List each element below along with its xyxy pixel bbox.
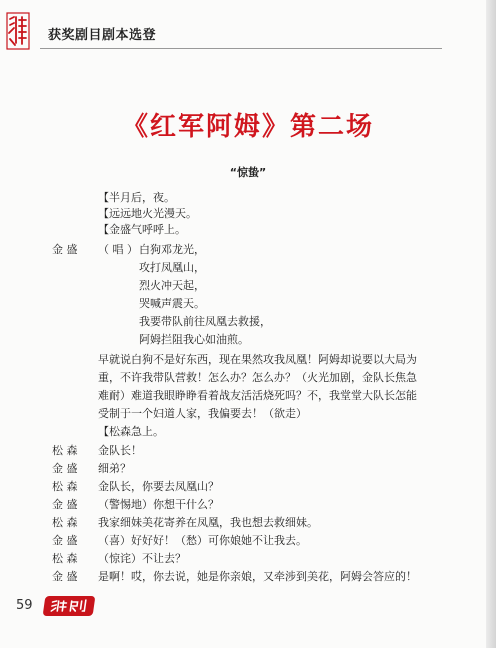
- footer-logo: [43, 596, 96, 616]
- speaker-name: 松 森: [52, 480, 78, 493]
- page-spine-shadow: [486, 0, 496, 648]
- monologue-line: 受制于一个妇道人家，我偏要去！（欲走）: [98, 407, 307, 420]
- monologue-line: 重，不许我带队营救！怎么办？怎么办？（火光加剧，金队长焦急: [98, 371, 417, 384]
- song-line: 白狗邓龙光，: [139, 243, 205, 256]
- dialogue-line: （喜）好好好！（愁）可你娘她不让我去。: [98, 534, 307, 547]
- speaker-name: 金 盛: [52, 570, 78, 583]
- song-line: 我要带队前往凤凰去救援，: [139, 315, 271, 328]
- speaker-name: 松 森: [52, 552, 78, 565]
- dialogue-line: 金队长！: [98, 444, 142, 457]
- song-line: 烈火冲天起，: [139, 279, 205, 292]
- monologue-line: 难耐）难道我眼睁睁看着战友活活烧死吗？不，我堂堂大队长怎能: [98, 389, 417, 402]
- stage-direction: 【金盛气呼呼上。: [98, 223, 186, 236]
- stage-direction: 【远远地火光漫天。: [98, 207, 197, 220]
- stage-direction: 【松森急上。: [98, 425, 164, 438]
- monologue-line: 早就说白狗不是好东西，现在果然攻我凤凰！阿姆却说要以大局为: [98, 353, 417, 366]
- dialogue-line: 金队长，你要去凤凰山？: [98, 480, 219, 493]
- play-title: 《红军阿姆》第二场: [121, 112, 374, 142]
- speaker-name: 松 森: [52, 444, 78, 457]
- dialogue-line: （惊诧）不让去？: [98, 552, 186, 565]
- song-line: 哭喊声震天。: [139, 297, 205, 310]
- header-title: 获奖剧目剧本选登: [48, 28, 157, 43]
- speaker-name: 金 盛: [52, 498, 78, 511]
- seal-logo: [6, 12, 30, 50]
- dialogue-line: 细弟？: [98, 462, 131, 475]
- dialogue-line: 我家细妹美花寄养在凤凰，我也想去救细妹。: [98, 516, 318, 529]
- header-divider: [40, 48, 442, 49]
- speaker-name: 松 森: [52, 516, 78, 529]
- speaker-name: 金 盛: [52, 534, 78, 547]
- song-line: 攻打凤凰山，: [139, 261, 205, 274]
- dialogue-line: 是啊！哎，你去说，她是你亲娘，又牵涉到美花，阿姆会答应的！: [98, 570, 417, 583]
- stage-direction: 【半月后，夜。: [98, 191, 175, 204]
- song-cue: （ 唱 ）: [98, 243, 138, 256]
- speaker-name: 金 盛: [52, 462, 78, 475]
- speaker-name: 金 盛: [52, 243, 78, 256]
- song-line: 阿姆拦阻我心如油煎。: [139, 333, 249, 346]
- dialogue-line: （警惕地）你想干什么？: [98, 498, 219, 511]
- page-number: 59: [16, 598, 33, 613]
- scene-title: “惊蛰”: [229, 166, 267, 179]
